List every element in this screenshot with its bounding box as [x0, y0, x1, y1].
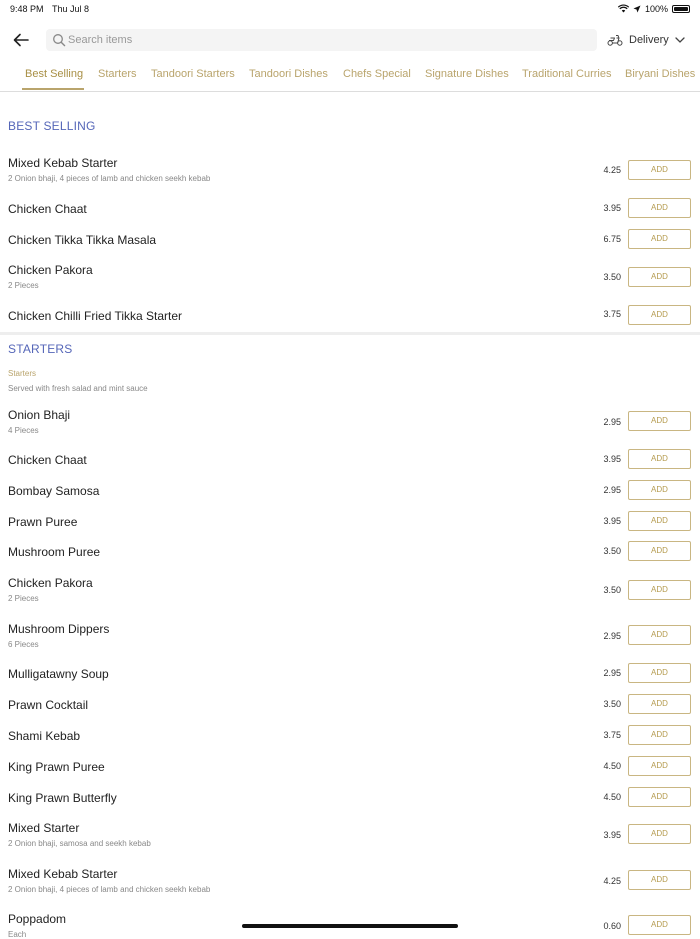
add-button[interactable]: ADD	[628, 663, 691, 683]
subsection-title: Starters	[8, 369, 37, 378]
item-name: Onion Bhaji	[8, 408, 71, 422]
active-tab-indicator	[22, 88, 84, 90]
item-price: 3.75	[603, 730, 621, 740]
item-price: 3.75	[603, 309, 621, 319]
item-price: 3.50	[603, 585, 621, 595]
add-button[interactable]: ADD	[628, 694, 691, 714]
wifi-icon	[618, 5, 629, 13]
add-button[interactable]: ADD	[628, 541, 691, 561]
item-name: Prawn Cocktail	[8, 698, 89, 712]
add-button[interactable]: ADD	[628, 915, 691, 935]
item-description: 2 Pieces	[8, 281, 39, 290]
search-icon	[52, 33, 66, 47]
add-button[interactable]: ADD	[628, 580, 691, 600]
tab-chefs-special[interactable]: Chefs Special	[343, 68, 411, 80]
add-button[interactable]: ADD	[628, 160, 691, 180]
add-button[interactable]: ADD	[628, 756, 691, 776]
item-description: 4 Pieces	[8, 426, 39, 435]
add-button[interactable]: ADD	[628, 267, 691, 287]
item-price: 3.95	[603, 830, 621, 840]
item-description: 2 Onion bhaji, 4 pieces of lamb and chicken seekh kebab	[8, 885, 211, 894]
tab-tandoori-dishes[interactable]: Tandoori Dishes	[249, 68, 328, 80]
tab-signature-dishes[interactable]: Signature Dishes	[425, 68, 509, 80]
item-name: Chicken Pakora	[8, 576, 93, 590]
item-name: Mixed Kebab Starter	[8, 867, 118, 881]
item-name: Poppadom	[8, 912, 67, 926]
item-price: 6.75	[603, 234, 621, 244]
item-price: 3.95	[603, 516, 621, 526]
add-button[interactable]: ADD	[628, 725, 691, 745]
item-price: 4.25	[603, 165, 621, 175]
add-button[interactable]: ADD	[628, 198, 691, 218]
tab-starters[interactable]: Starters	[98, 68, 137, 80]
item-price: 2.95	[603, 485, 621, 495]
item-price: 3.50	[603, 546, 621, 556]
add-button[interactable]: ADD	[628, 411, 691, 431]
item-description: 2 Onion bhaji, 4 pieces of lamb and chicken seekh kebab	[8, 174, 211, 183]
item-name: Mulligatawny Soup	[8, 667, 109, 681]
chevron-down-icon	[675, 37, 685, 43]
search-input[interactable]	[68, 30, 588, 50]
add-button[interactable]: ADD	[628, 870, 691, 890]
tab-traditional-curries[interactable]: Traditional Curries	[522, 68, 612, 80]
tab-biryani-dishes[interactable]: Biryani Dishes	[625, 68, 696, 80]
tab-best-selling[interactable]: Best Selling	[25, 68, 84, 80]
item-name: Chicken Pakora	[8, 263, 93, 277]
item-description: 6 Pieces	[8, 640, 39, 649]
item-price: 3.95	[603, 203, 621, 213]
item-description: Each	[8, 930, 27, 939]
item-price: 2.95	[603, 631, 621, 641]
item-name: Mixed Kebab Starter	[8, 156, 118, 170]
item-name: Chicken Chaat	[8, 202, 87, 216]
item-name: Chicken Chaat	[8, 453, 87, 467]
add-button[interactable]: ADD	[628, 229, 691, 249]
add-button[interactable]: ADD	[628, 625, 691, 645]
item-price: 4.25	[603, 876, 621, 886]
item-price: 4.50	[603, 761, 621, 771]
item-price: 2.95	[603, 417, 621, 427]
item-price: 4.50	[603, 792, 621, 802]
item-name: Mixed Starter	[8, 821, 80, 835]
add-button[interactable]: ADD	[628, 305, 691, 325]
search-bar[interactable]	[46, 29, 597, 51]
add-button[interactable]: ADD	[628, 824, 691, 844]
item-name: Chicken Chilli Fried Tikka Starter	[8, 309, 183, 323]
status-bar	[0, 0, 700, 18]
item-name: Mushroom Puree	[8, 545, 101, 559]
menu-list	[0, 92, 700, 939]
item-price: 3.95	[603, 454, 621, 464]
item-name: Mushroom Dippers	[8, 622, 110, 636]
item-description: 2 Pieces	[8, 594, 39, 603]
item-name: King Prawn Butterfly	[8, 791, 117, 805]
add-button[interactable]: ADD	[628, 511, 691, 531]
back-arrow-icon	[13, 33, 29, 47]
location-arrow-icon	[633, 5, 641, 13]
add-button[interactable]: ADD	[628, 480, 691, 500]
top-bar	[0, 28, 700, 52]
status-indicators	[618, 4, 690, 14]
item-name: Shami Kebab	[8, 729, 81, 743]
item-price: 2.95	[603, 668, 621, 678]
item-name: Prawn Puree	[8, 515, 78, 529]
add-button[interactable]: ADD	[628, 449, 691, 469]
battery-percent: 100%	[644, 4, 668, 14]
section-divider	[0, 332, 700, 335]
item-price: 3.50	[603, 272, 621, 282]
item-name: Chicken Tikka Tikka Masala	[8, 233, 157, 247]
battery-icon	[672, 5, 690, 13]
tab-tandoori-starters[interactable]: Tandoori Starters	[151, 68, 235, 80]
item-price: 3.50	[603, 699, 621, 709]
item-price: 0.60	[603, 921, 621, 931]
item-name: Bombay Samosa	[8, 484, 100, 498]
back-button[interactable]	[10, 30, 32, 50]
status-time: 9:48 PM	[10, 4, 44, 14]
scooter-icon	[607, 34, 623, 46]
section-title-best-selling: BEST SELLING	[8, 119, 96, 133]
add-button[interactable]: ADD	[628, 787, 691, 807]
status-date: Thu Jul 8	[52, 4, 90, 14]
delivery-label: Delivery	[629, 34, 669, 46]
item-name: King Prawn Puree	[8, 760, 105, 774]
subsection-description: Served with fresh salad and mint sauce	[8, 384, 148, 393]
section-title-starters: STARTERS	[8, 342, 73, 356]
home-indicator	[242, 924, 458, 928]
delivery-selector[interactable]	[607, 30, 685, 50]
category-tabs	[0, 62, 700, 92]
item-description: 2 Onion bhaji, samosa and seekh kebab	[8, 839, 151, 848]
